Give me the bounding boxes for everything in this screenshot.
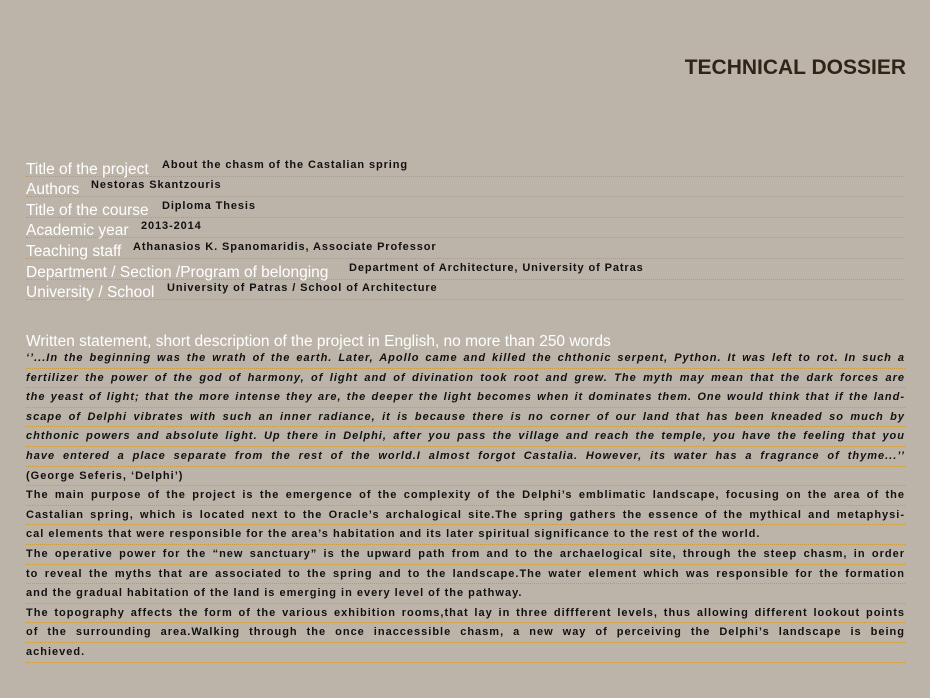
statement-line: chthonic powers and absolute light. Up there in Delphi, after you pass the village and reach the temple, you have the feeling that you — [26, 427, 905, 447]
project-fields — [26, 156, 904, 300]
field-department — [26, 259, 904, 280]
field-label: Title of the project — [26, 160, 149, 178]
statement-line: of the surrounding area.Walking through the once inaccessible chasm, a new way of perceiving the Delphi’s landscape is being — [26, 623, 905, 643]
field-value: Nestoras Skantzouris — [91, 179, 222, 192]
field-label: Authors — [26, 181, 80, 199]
field-value: University of Patras / School of Architecture — [167, 282, 438, 295]
field-academic-year — [26, 218, 904, 239]
statement-line: achieved. — [26, 643, 905, 663]
statement-line: have entered a place separate from the rest of the world.I almost forgot Castalia. However, its water has a fragrance of thyme...’’ — [26, 447, 905, 467]
field-value: Diploma Thesis — [162, 199, 256, 212]
field-university — [26, 280, 904, 301]
field-value: About the chasm of the Castalian spring — [162, 158, 408, 171]
statement-text — [26, 349, 905, 663]
statement-line: and the gradual habitation of the land is emerging in every level of the pathway. — [26, 584, 905, 604]
statement-line: to reveal the myths that are associated to the spring and to the landscape.The water element which was responsible for the formation — [26, 565, 905, 585]
statement-line: The operative power for the “new sanctuary” is the upward path from and to the archaelogical site, through the steep chasm, in order — [26, 545, 905, 565]
field-title — [26, 156, 904, 177]
field-label: University / School — [26, 284, 155, 302]
statement-line: The topography affects the form of the various exhibition rooms,that lay in three diffferent levels, thus allowing different lookout points — [26, 604, 905, 624]
statement-line: (George Seferis, ‘Delphi’) — [26, 467, 905, 487]
statement-line: Castalian spring, which is located next to the Oracle’s archalogical site.The spring gathers the essence of the mythical and metaphysi- — [26, 506, 905, 526]
field-label: Academic year — [26, 222, 129, 240]
field-value: Athanasios K. Spanomaridis, Associate Professor — [133, 240, 437, 253]
field-label: Title of the course — [26, 201, 149, 219]
page-title: TECHNICAL DOSSIER — [684, 56, 906, 79]
field-value: 2013-2014 — [141, 220, 202, 233]
field-authors — [26, 177, 904, 198]
field-teaching-staff — [26, 238, 904, 259]
statement-line: fertilizer the power of the god of harmony, of light and of divination took root and grew. The myth may mean that the dark forces are — [26, 369, 905, 389]
statement-label: Written statement, short description of the project in English, no more than 250 words — [26, 333, 611, 350]
statement-line: scape of Delphi vibrates with such an inner radiance, it is because there is no corner of our land that has been kneaded so much by — [26, 408, 905, 428]
statement-line: the yeast of light; that the more intense they are, the deeper the light becomes when it dominates them. One would think that if the land- — [26, 388, 905, 408]
field-course — [26, 197, 904, 218]
field-value: Department of Architecture, University of Patras — [349, 261, 644, 274]
statement-line: The main purpose of the project is the emergence of the complexity of the Delphi’s emblimatic landscape, focusing on the area of the — [26, 486, 905, 506]
field-label: Teaching staff — [26, 242, 122, 260]
statement-line: cal elements that were responsible for the area’s habitation and its later spiritual significance to the rest of the world. — [26, 525, 905, 545]
field-label: Department / Section /Program of belonging — [26, 263, 329, 281]
statement-line: ‘’...In the beginning was the wrath of the earth. Later, Apollo came and killed the chthonic serpent, Python. It was left to rot. In such a — [26, 349, 905, 369]
